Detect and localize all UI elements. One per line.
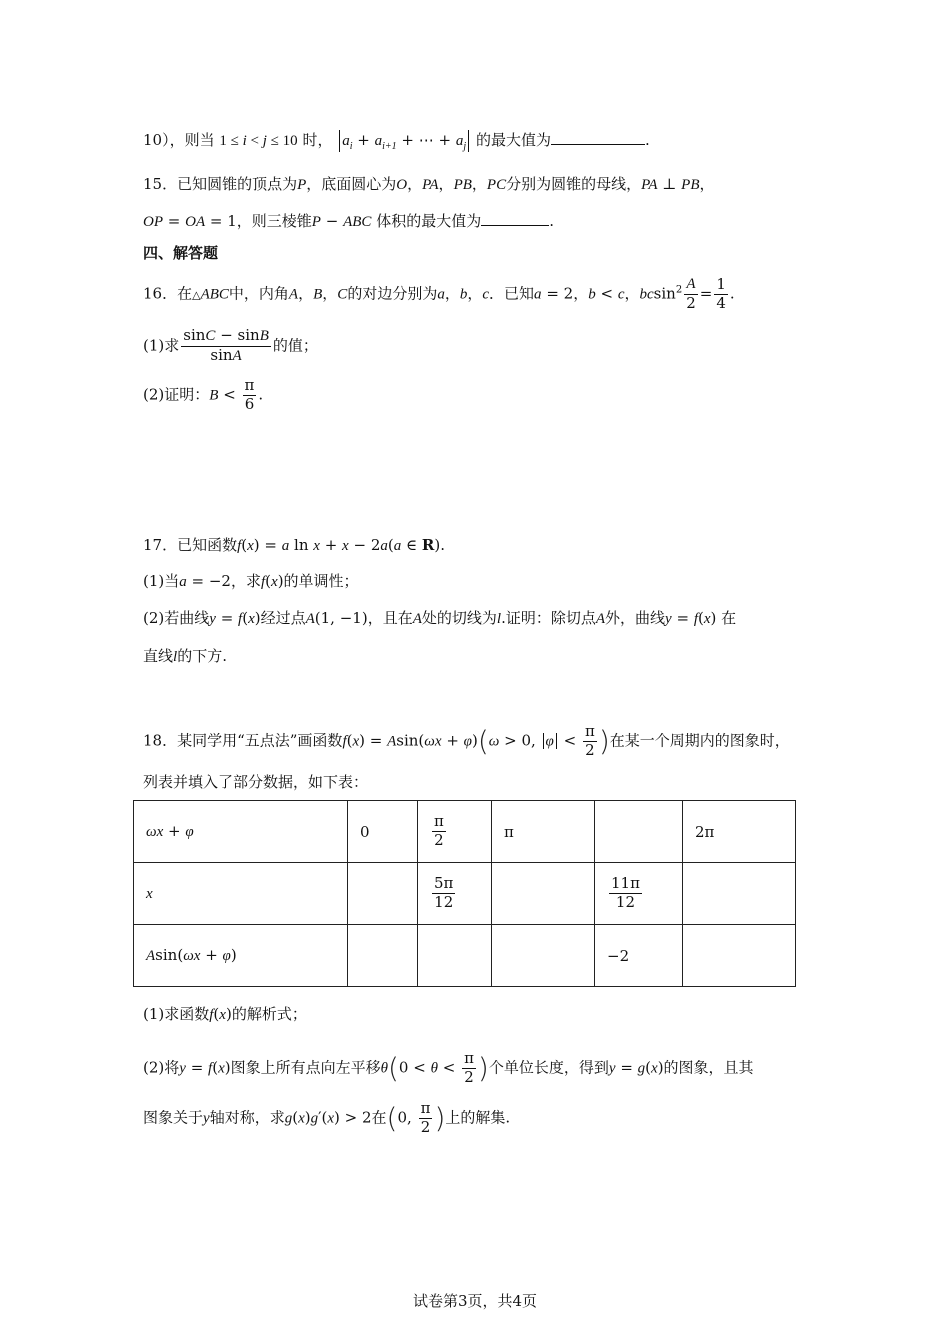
table-cell: $\frac{5\pi}{12}$ [418,863,492,925]
table-cell [492,863,595,925]
table-cell: x [134,863,348,925]
table-row [134,801,796,863]
answer-blank[interactable] [481,211,549,226]
table-cell: 0 [348,801,418,863]
q17-stem: 17．已知函数f(x) = a ln x + x − 2a(a ∈ R). [143,536,445,554]
q14-tail: 10），则当 1 ≤ i < j ≤ 10 时， $a_i + a_{i+1}$ + ⋯ + $a_j$ 的最大值为 . [143,131,650,152]
q18-stem2: 列表并填入了部分数据，如下表： [143,773,369,791]
q16-part1: (1)求 $\frac{\sin C - \sin B}{\sin A}$ 的值； [143,326,318,364]
table-cell [348,925,418,987]
table-cell: $\frac{11\pi}{12}$ [595,863,683,925]
table-cell: Asin(ωx + φ) [134,925,348,987]
page-footer: 试卷第3页，共4页 [412,1292,538,1310]
table-cell: π [492,801,595,863]
q18-part1: (1)求函数f(x)的解析式； [143,1005,307,1023]
q16-stem: 16．在△ABC中，内角A，B，C的对边分别为a，b，c．已知a = 2，b < c，bcsin$^2$ $\frac{A}{2}$ = $\frac{1}{4}$ . [143,275,735,312]
table-cell [683,925,796,987]
q18-stem: 18．某同学用“五点法”画函数f(x) = Asin(ωx + φ)(ω > 0, φ < $\frac{\pi}{2}$ )在某一个周期内的图象时， [143,722,790,759]
q16-part2: (2)证明：B < $\frac{\pi}{6}$ . [143,376,264,413]
q18-part3: 图象关于y轴对称，求g(x)g′(x) > 2在(0, $\frac{\pi}{2}$ )上的解集. [143,1099,511,1136]
q15-line2: OP = OA = 1，则三棱锥P − ABC 体积的最大值为 . [143,212,554,230]
five-point-table [133,800,796,987]
table-cell [683,863,796,925]
table-row [134,925,796,987]
table-cell [348,863,418,925]
table-row [134,863,796,925]
table-cell: ωx + φ [134,801,348,863]
q17-part1: (1)当a = −2，求f(x)的单调性； [143,572,359,590]
table-cell: $\frac{\pi}{2}$ [418,801,492,863]
q15-line1: 15．已知圆锥的顶点为P，底面圆心为O，PA，PB，PC分别为圆锥的母线，PA ⊥ PB， [143,175,715,193]
answer-blank[interactable] [551,130,645,145]
q17-part2-cont: 直线l的下方. [143,647,227,665]
q18-part2: (2)将y = f(x)图象上所有点向左平移θ(0 < θ < $\frac{\pi}{2}$ )个单位长度，得到y = g(x)的图象，且其 [143,1049,754,1086]
q17-part2: (2)若曲线y = f(x)经过点A(1, −1)，且在A处的切线为l.证明：除切点A外，曲线y = f(x) 在 [143,609,737,627]
table-cell [595,801,683,863]
table-cell [418,925,492,987]
table-cell: −2 [595,925,683,987]
section-heading: 四、解答题 [143,244,219,262]
table-cell [492,925,595,987]
table-cell: 2π [683,801,796,863]
